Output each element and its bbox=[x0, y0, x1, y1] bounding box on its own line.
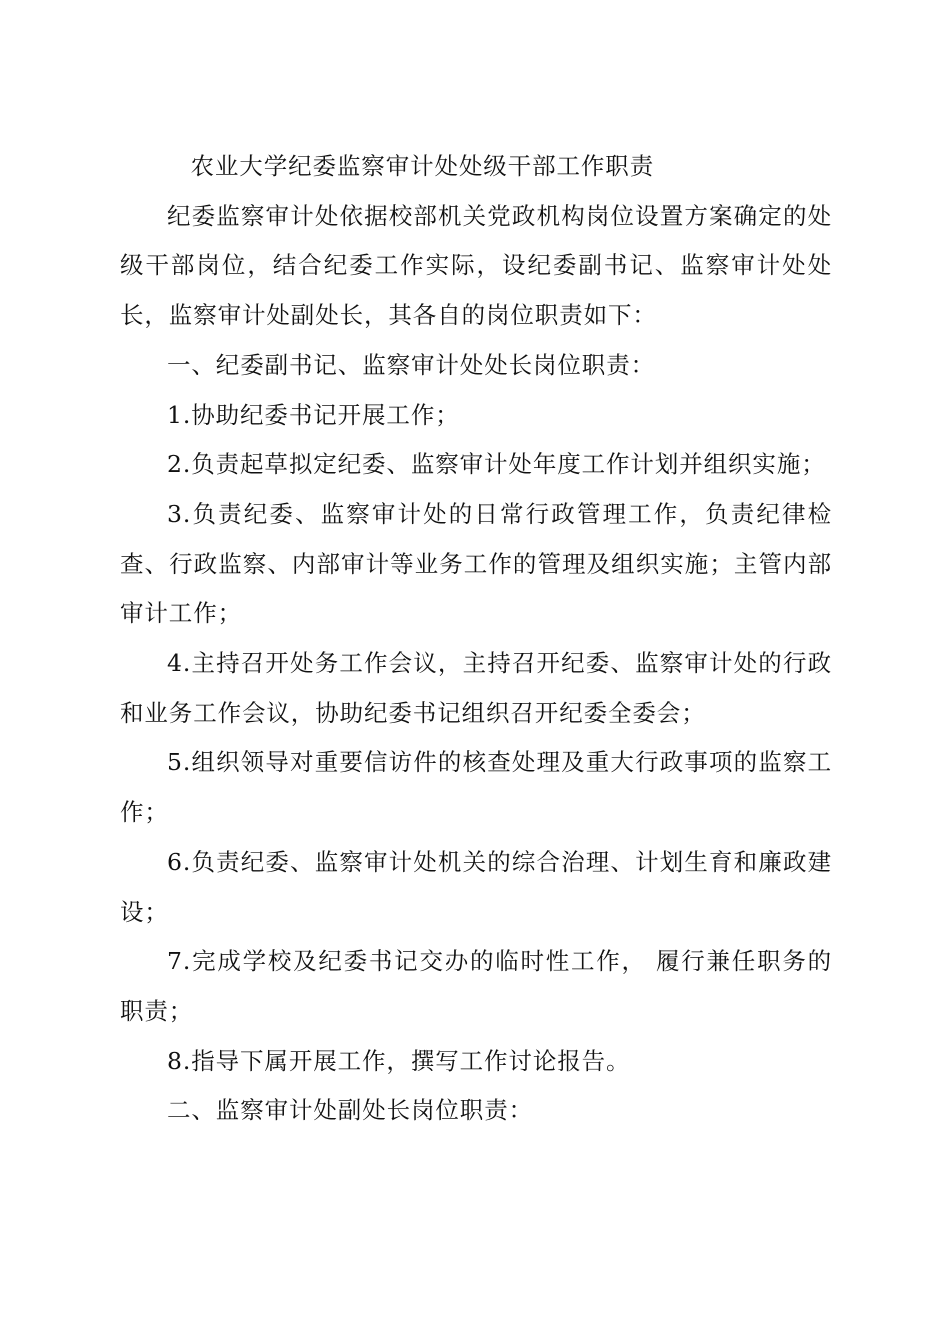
document-body bbox=[120, 142, 832, 1136]
duty-item-7: 7.完成学校及纪委书记交办的临时性工作， 履行兼任职务的职责； bbox=[120, 947, 832, 1025]
duty-item-6: 6.负责纪委、监察审计处机关的综合治理、计划生育和廉政建设； bbox=[120, 847, 832, 926]
intro-paragraph: 纪委监察审计处依据校部机关党政机构岗位设置方案确定的处级干部岗位，结合纪委工作实际，设纪委副书记、监察审计处处长，监察审计处副处长，其各自的岗位职责如下： bbox=[120, 201, 832, 330]
section-2-heading: 二、监察审计处副处长岗位职责： bbox=[167, 1096, 533, 1125]
document-title: 农业大学纪委监察审计处处级干部工作职责 bbox=[190, 152, 655, 180]
duty-item-1: 1.协助纪委书记开展工作； bbox=[167, 400, 460, 429]
duty-item-3: 3.负责纪委、监察审计处的日常行政管理工作，负责纪律检查、行政监察、内部审计等业务工作的管理及组织实施；主管内部审计工作； bbox=[120, 499, 832, 628]
duty-item-4: 4.主持召开处务工作会议，主持召开纪委、监察审计处的行政和业务工作会议，协助纪委书记组织召开纪委全委会； bbox=[120, 649, 832, 727]
section-1-heading: 一、纪委副书记、监察审计处处长岗位职责： bbox=[167, 350, 655, 379]
duty-item-2: 2.负责起草拟定纪委、监察审计处年度工作计划并组织实施； bbox=[167, 450, 826, 479]
duty-item-5: 5.组织领导对重要信访件的核查处理及重大行政事项的监察工作； bbox=[120, 748, 832, 827]
duty-item-8: 8.指导下属开展工作，撰写工作讨论报告。 bbox=[167, 1046, 631, 1075]
